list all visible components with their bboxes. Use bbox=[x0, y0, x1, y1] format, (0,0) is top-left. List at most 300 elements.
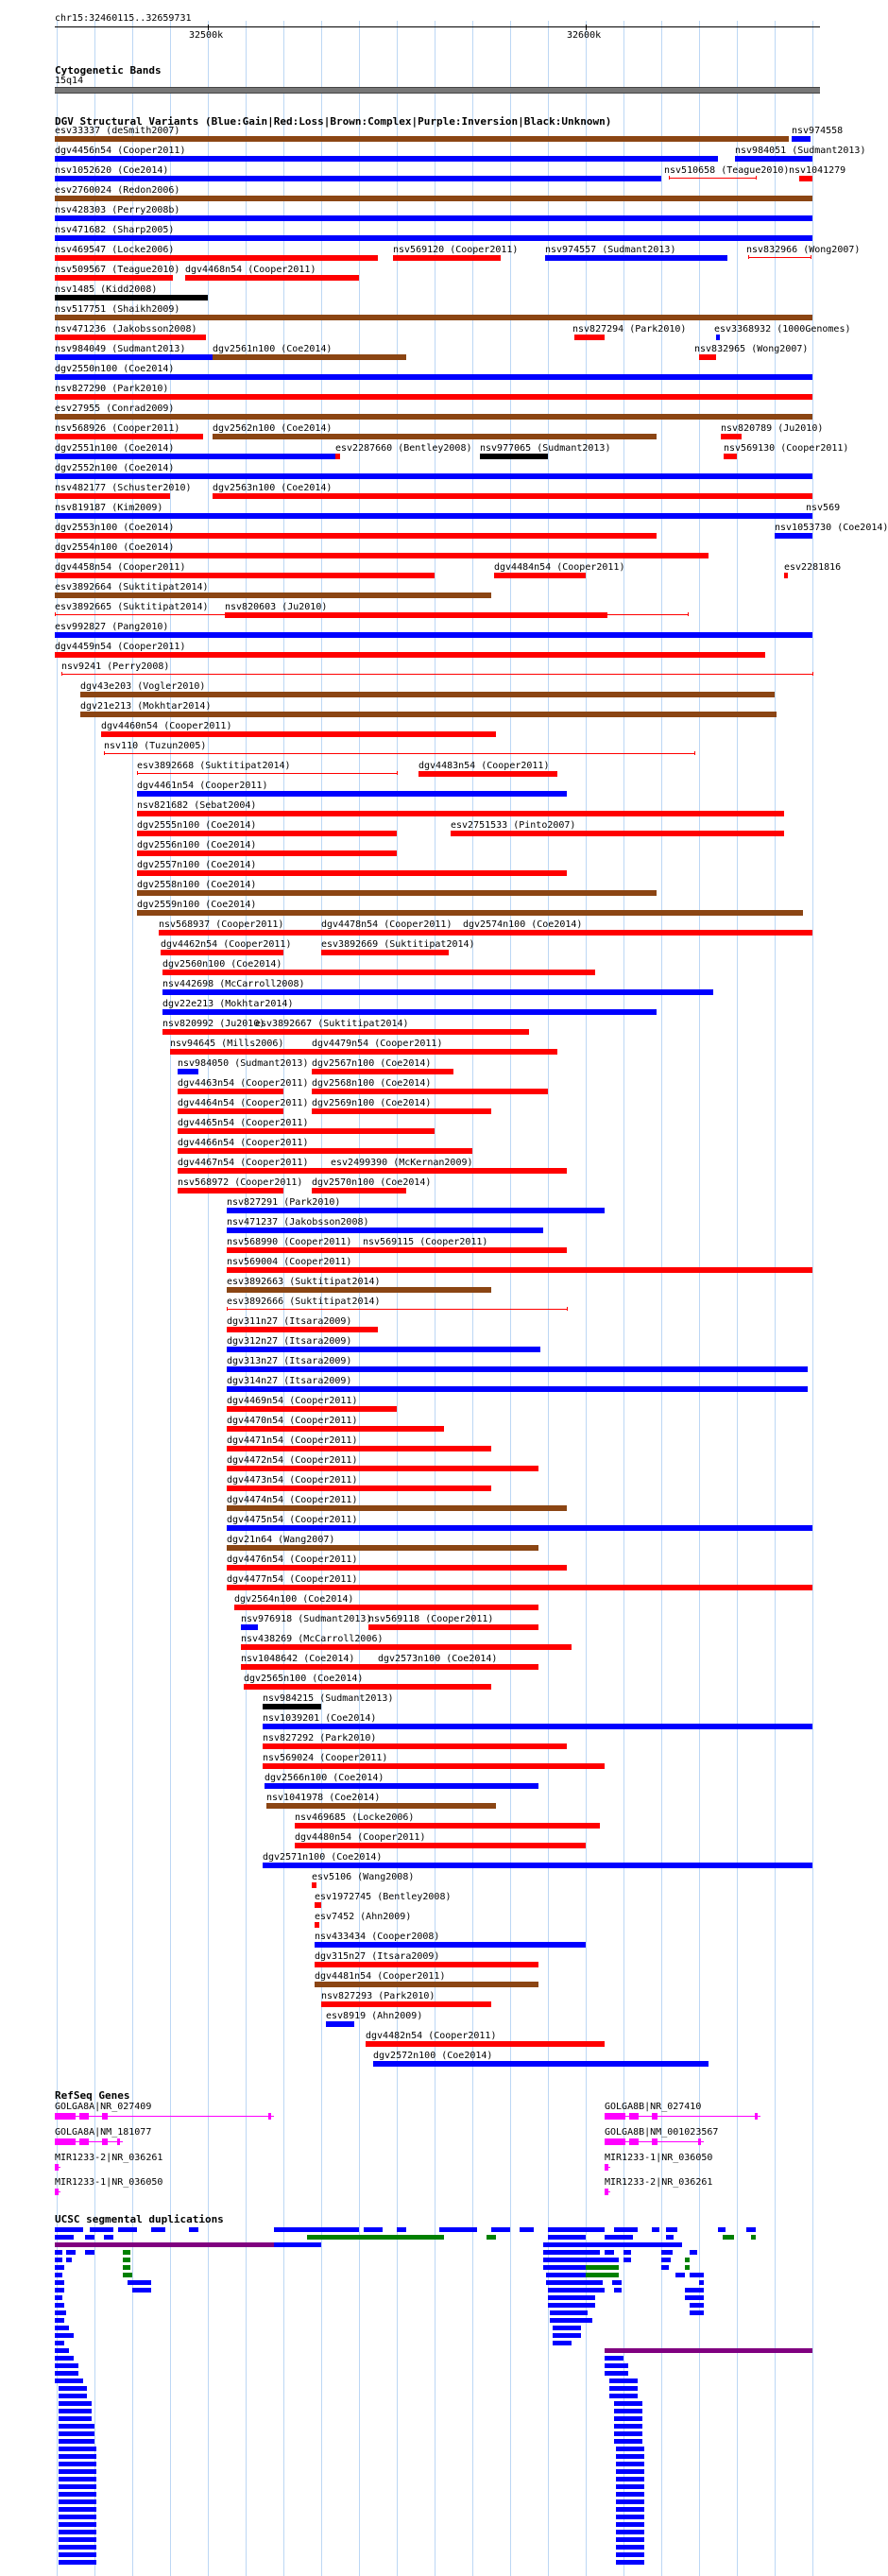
dgv-feature-label[interactable]: dgv2571n100 (Coe2014) bbox=[263, 1852, 383, 1863]
dgv-feature-bar[interactable] bbox=[263, 1863, 812, 1868]
segdup-feature[interactable] bbox=[666, 2235, 674, 2240]
dgv-feature-label[interactable]: dgv4469n54 (Cooper2011) bbox=[227, 1396, 358, 1406]
segdup-feature[interactable] bbox=[59, 2522, 96, 2527]
refseq-gene-label[interactable]: MIR1233-1|NR_036050 bbox=[55, 2177, 163, 2188]
segdup-feature[interactable] bbox=[553, 2326, 581, 2330]
segdup-feature[interactable] bbox=[59, 2394, 87, 2398]
dgv-feature-bar[interactable] bbox=[80, 692, 775, 697]
dgv-feature-bar[interactable] bbox=[263, 1743, 567, 1749]
segdup-feature[interactable] bbox=[151, 2227, 165, 2232]
dgv-feature-label[interactable]: dgv311n27 (Itsara2009) bbox=[227, 1316, 352, 1327]
segdup-feature[interactable] bbox=[605, 2371, 628, 2376]
dgv-feature-label[interactable]: dgv4474n54 (Cooper2011) bbox=[227, 1495, 358, 1505]
dgv-feature-label[interactable]: esv2499390 (McKernan2009) bbox=[331, 1158, 473, 1168]
dgv-feature-bar[interactable] bbox=[80, 712, 777, 717]
dgv-feature-label[interactable]: nsv568937 (Cooper2011) bbox=[159, 919, 284, 930]
segdup-feature[interactable] bbox=[59, 2530, 96, 2534]
dgv-feature-label[interactable]: dgv2561n100 (Coe2014) bbox=[213, 344, 333, 354]
segdup-feature[interactable] bbox=[59, 2409, 92, 2413]
dgv-feature-bar[interactable] bbox=[227, 1386, 808, 1392]
segdup-feature[interactable] bbox=[550, 2310, 588, 2315]
dgv-feature-bar[interactable] bbox=[178, 1148, 472, 1154]
dgv-feature-bar[interactable] bbox=[227, 1406, 397, 1412]
dgv-feature-label[interactable]: esv3892669 (Suktitipat2014) bbox=[321, 939, 475, 950]
dgv-feature-label[interactable]: dgv4477n54 (Cooper2011) bbox=[227, 1574, 358, 1585]
dgv-feature-label[interactable]: dgv2569n100 (Coe2014) bbox=[312, 1098, 432, 1108]
segdup-feature[interactable] bbox=[118, 2227, 137, 2232]
dgv-feature-label[interactable]: dgv2560n100 (Coe2014) bbox=[162, 959, 282, 970]
segdup-feature[interactable] bbox=[59, 2439, 94, 2444]
dgv-feature-bar[interactable] bbox=[227, 1347, 540, 1352]
dgv-feature-label[interactable]: dgv2574n100 (Coe2014) bbox=[463, 919, 583, 930]
dgv-feature-bar[interactable] bbox=[295, 1823, 600, 1829]
dgv-feature-label[interactable]: dgv4481n54 (Cooper2011) bbox=[315, 1971, 446, 1982]
segdup-feature[interactable] bbox=[675, 2273, 685, 2277]
dgv-feature-label[interactable]: dgv2565n100 (Coe2014) bbox=[244, 1674, 364, 1684]
segdup-feature[interactable] bbox=[661, 2250, 673, 2255]
dgv-feature-label[interactable]: esv2287660 (Bentley2008) bbox=[335, 443, 472, 454]
segdup-feature[interactable] bbox=[59, 2492, 96, 2497]
dgv-feature-label[interactable]: dgv2550n100 (Coe2014) bbox=[55, 364, 175, 374]
segdup-feature[interactable] bbox=[491, 2227, 510, 2232]
segdup-feature[interactable] bbox=[59, 2477, 96, 2482]
segdup-feature[interactable] bbox=[614, 2288, 622, 2293]
segdup-feature[interactable] bbox=[616, 2545, 644, 2550]
dgv-feature-label[interactable]: nsv1041279 bbox=[789, 165, 846, 176]
segdup-feature[interactable] bbox=[543, 2250, 600, 2255]
segdup-feature[interactable] bbox=[616, 2499, 644, 2504]
segdup-feature[interactable] bbox=[616, 2560, 644, 2565]
segdup-feature[interactable] bbox=[123, 2265, 130, 2270]
dgv-feature-bar[interactable] bbox=[161, 950, 283, 955]
dgv-feature-label[interactable]: dgv2563n100 (Coe2014) bbox=[213, 483, 333, 493]
dgv-feature-label[interactable]: dgv2556n100 (Coe2014) bbox=[137, 840, 257, 850]
dgv-feature-bar[interactable] bbox=[378, 1664, 538, 1670]
dgv-feature-bar[interactable] bbox=[241, 1624, 258, 1630]
dgv-feature-label[interactable]: esv992827 (Pang2010) bbox=[55, 622, 169, 632]
segdup-feature[interactable] bbox=[543, 2265, 590, 2270]
segdup-feature[interactable] bbox=[685, 2288, 704, 2293]
dgv-feature-bar[interactable] bbox=[315, 1982, 538, 1987]
dgv-feature-bar[interactable] bbox=[137, 870, 567, 876]
segdup-feature[interactable] bbox=[605, 2258, 614, 2262]
dgv-feature-label[interactable]: nsv438269 (McCarroll2006) bbox=[241, 1634, 384, 1644]
segdup-feature[interactable] bbox=[59, 2386, 87, 2391]
dgv-feature-label[interactable]: dgv4470n54 (Cooper2011) bbox=[227, 1416, 358, 1426]
segdup-feature[interactable] bbox=[616, 2462, 644, 2466]
segdup-feature[interactable] bbox=[55, 2341, 64, 2345]
segdup-feature[interactable] bbox=[397, 2227, 406, 2232]
dgv-feature-label[interactable]: nsv469547 (Locke2006) bbox=[55, 245, 175, 255]
dgv-feature-label[interactable]: dgv2572n100 (Coe2014) bbox=[373, 2051, 493, 2061]
segdup-feature[interactable] bbox=[548, 2227, 605, 2232]
dgv-feature-label[interactable]: nsv442698 (McCarroll2008) bbox=[162, 979, 305, 989]
segdup-feature[interactable] bbox=[55, 2326, 69, 2330]
dgv-feature-label[interactable]: dgv22e213 (Mokhtar2014) bbox=[162, 999, 294, 1009]
dgv-feature-label[interactable]: dgv4484n54 (Cooper2011) bbox=[494, 562, 625, 573]
segdup-feature[interactable] bbox=[274, 2227, 359, 2232]
dgv-feature-bar[interactable] bbox=[162, 970, 595, 975]
segdup-feature[interactable] bbox=[614, 2416, 642, 2421]
dgv-feature-bar[interactable] bbox=[463, 930, 812, 936]
segdup-feature[interactable] bbox=[59, 2515, 96, 2519]
dgv-feature-label[interactable]: nsv510658 (Teague2010) bbox=[664, 165, 790, 176]
dgv-feature-label[interactable]: nsv1053730 (Coe2014) bbox=[775, 523, 888, 533]
dgv-feature-bar[interactable] bbox=[545, 255, 727, 261]
dgv-feature-bar[interactable] bbox=[55, 275, 173, 281]
dgv-feature-label[interactable]: dgv2570n100 (Coe2014) bbox=[312, 1177, 432, 1188]
segdup-feature[interactable] bbox=[123, 2273, 132, 2277]
segdup-feature[interactable] bbox=[59, 2545, 96, 2550]
segdup-feature[interactable] bbox=[616, 2530, 644, 2534]
segdup-feature[interactable] bbox=[59, 2560, 96, 2565]
dgv-feature-label[interactable]: dgv4460n54 (Cooper2011) bbox=[101, 721, 232, 731]
dgv-feature-label[interactable]: nsv827293 (Park2010) bbox=[321, 1991, 435, 2001]
segdup-feature[interactable] bbox=[55, 2288, 64, 2293]
dgv-feature-bar[interactable] bbox=[55, 513, 812, 519]
segdup-feature[interactable] bbox=[520, 2227, 534, 2232]
dgv-feature-bar[interactable] bbox=[227, 1208, 605, 1213]
dgv-feature-label[interactable]: esv2281816 bbox=[784, 562, 842, 573]
segdup-feature[interactable] bbox=[548, 2288, 605, 2293]
dgv-feature-label[interactable]: esv7452 (Ahn2009) bbox=[315, 1912, 412, 1922]
dgv-feature-bar[interactable] bbox=[315, 1962, 538, 1967]
refseq-exon[interactable] bbox=[102, 2138, 108, 2145]
dgv-feature-bar[interactable] bbox=[55, 176, 661, 181]
segdup-feature[interactable] bbox=[55, 2371, 78, 2376]
dgv-feature-bar[interactable] bbox=[227, 1287, 491, 1293]
dgv-feature-bar[interactable] bbox=[213, 434, 657, 439]
dgv-feature-label[interactable]: esv3368932 (1000Genomes) bbox=[714, 324, 851, 335]
segdup-feature[interactable] bbox=[690, 2250, 697, 2255]
segdup-feature[interactable] bbox=[548, 2295, 595, 2300]
dgv-feature-label[interactable]: nsv820789 (Ju2010) bbox=[721, 423, 824, 434]
segdup-feature[interactable] bbox=[128, 2280, 151, 2285]
dgv-feature-label[interactable]: nsv568972 (Cooper2011) bbox=[178, 1177, 303, 1188]
dgv-feature-label[interactable]: dgv2559n100 (Coe2014) bbox=[137, 900, 257, 910]
refseq-exon[interactable] bbox=[55, 2189, 59, 2195]
segdup-feature[interactable] bbox=[661, 2265, 669, 2270]
segdup-feature[interactable] bbox=[685, 2295, 704, 2300]
segdup-feature[interactable] bbox=[59, 2537, 96, 2542]
dgv-feature-label[interactable]: nsv471237 (Jakobsson2008) bbox=[227, 1217, 369, 1228]
dgv-feature-bar[interactable] bbox=[669, 178, 756, 179]
segdup-feature[interactable] bbox=[690, 2273, 704, 2277]
dgv-feature-bar[interactable] bbox=[315, 1942, 586, 1948]
segdup-feature[interactable] bbox=[671, 2242, 682, 2247]
dgv-feature-label[interactable]: nsv433434 (Cooper2008) bbox=[315, 1932, 440, 1942]
dgv-feature-bar[interactable] bbox=[55, 335, 206, 340]
segdup-feature[interactable] bbox=[616, 2507, 644, 2512]
segdup-feature[interactable] bbox=[59, 2507, 96, 2512]
dgv-feature-bar[interactable] bbox=[227, 1228, 543, 1233]
segdup-feature[interactable] bbox=[59, 2462, 96, 2466]
dgv-feature-bar[interactable] bbox=[213, 354, 406, 360]
segdup-feature[interactable] bbox=[548, 2235, 586, 2240]
segdup-feature[interactable] bbox=[546, 2280, 603, 2285]
dgv-feature-label[interactable]: esv2751533 (Pinto2007) bbox=[451, 820, 576, 831]
refseq-exon[interactable] bbox=[698, 2138, 701, 2145]
dgv-feature-bar[interactable] bbox=[312, 1108, 491, 1114]
dgv-feature-label[interactable]: esv3892663 (Suktitipat2014) bbox=[227, 1277, 381, 1287]
dgv-feature-bar[interactable] bbox=[55, 215, 812, 221]
dgv-feature-bar[interactable] bbox=[55, 295, 208, 301]
dgv-feature-bar[interactable] bbox=[784, 573, 788, 578]
dgv-feature-bar[interactable] bbox=[373, 2061, 709, 2067]
segdup-feature[interactable] bbox=[666, 2227, 677, 2232]
dgv-feature-bar[interactable] bbox=[227, 1309, 567, 1310]
dgv-feature-label[interactable]: nsv977065 (Sudmant2013) bbox=[480, 443, 611, 454]
refseq-gene-label[interactable]: GOLGA8A|NM_181077 bbox=[55, 2127, 152, 2138]
refseq-exon[interactable] bbox=[605, 2189, 608, 2195]
dgv-feature-bar[interactable] bbox=[227, 1585, 812, 1590]
dgv-feature-bar[interactable] bbox=[265, 1783, 538, 1789]
dgv-feature-bar[interactable] bbox=[185, 275, 359, 281]
dgv-feature-label[interactable]: nsv821682 (Sebat2004) bbox=[137, 800, 257, 811]
dgv-feature-label[interactable]: dgv4458n54 (Cooper2011) bbox=[55, 562, 186, 573]
dgv-feature-bar[interactable] bbox=[335, 454, 340, 459]
dgv-feature-bar[interactable] bbox=[799, 176, 812, 181]
segdup-feature[interactable] bbox=[553, 2341, 572, 2345]
dgv-feature-bar[interactable] bbox=[775, 533, 812, 539]
segdup-feature[interactable] bbox=[55, 2333, 74, 2338]
dgv-feature-label[interactable]: nsv569130 (Cooper2011) bbox=[724, 443, 849, 454]
segdup-feature[interactable] bbox=[685, 2265, 690, 2270]
segdup-feature[interactable] bbox=[55, 2310, 66, 2315]
dgv-feature-label[interactable]: dgv4483n54 (Cooper2011) bbox=[418, 761, 550, 771]
segdup-feature[interactable] bbox=[439, 2227, 477, 2232]
dgv-feature-bar[interactable] bbox=[227, 1466, 538, 1471]
segdup-feature[interactable] bbox=[59, 2431, 94, 2436]
dgv-feature-bar[interactable] bbox=[55, 394, 812, 400]
dgv-feature-label[interactable]: dgv4463n54 (Cooper2011) bbox=[178, 1078, 309, 1089]
dgv-feature-label[interactable]: dgv2564n100 (Coe2014) bbox=[234, 1594, 354, 1605]
dgv-feature-label[interactable]: nsv509567 (Teague2010) bbox=[55, 265, 180, 275]
dgv-feature-bar[interactable] bbox=[55, 315, 812, 320]
dgv-feature-bar[interactable] bbox=[368, 1624, 538, 1630]
dgv-feature-bar[interactable] bbox=[735, 156, 812, 162]
segdup-feature[interactable] bbox=[55, 2242, 274, 2247]
dgv-feature-bar[interactable] bbox=[312, 1188, 406, 1194]
dgv-feature-bar[interactable] bbox=[321, 950, 449, 955]
segdup-feature[interactable] bbox=[609, 2394, 638, 2398]
segdup-feature[interactable] bbox=[59, 2484, 96, 2489]
dgv-feature-label[interactable]: dgv4467n54 (Cooper2011) bbox=[178, 1158, 309, 1168]
dgv-feature-bar[interactable] bbox=[227, 1505, 567, 1511]
dgv-feature-bar[interactable] bbox=[178, 1089, 283, 1094]
dgv-feature-bar[interactable] bbox=[244, 1684, 491, 1690]
dgv-feature-label[interactable]: nsv94645 (Mills2006) bbox=[170, 1039, 284, 1049]
segdup-feature[interactable] bbox=[616, 2515, 644, 2519]
dgv-feature-bar[interactable] bbox=[55, 553, 709, 558]
segdup-feature[interactable] bbox=[548, 2303, 595, 2308]
dgv-feature-bar[interactable] bbox=[263, 1724, 812, 1729]
dgv-feature-label[interactable]: esv3892665 (Suktitipat2014) bbox=[55, 602, 209, 612]
segdup-feature[interactable] bbox=[132, 2288, 151, 2293]
dgv-feature-bar[interactable] bbox=[178, 1188, 283, 1194]
dgv-feature-label[interactable]: nsv832965 (Wong2007) bbox=[694, 344, 809, 354]
dgv-feature-label[interactable]: dgv2567n100 (Coe2014) bbox=[312, 1058, 432, 1069]
dgv-feature-label[interactable]: esv1972745 (Bentley2008) bbox=[315, 1892, 452, 1902]
dgv-feature-bar[interactable] bbox=[716, 335, 720, 340]
segdup-feature[interactable] bbox=[605, 2250, 614, 2255]
dgv-feature-label[interactable]: dgv4473n54 (Cooper2011) bbox=[227, 1475, 358, 1485]
dgv-feature-bar[interactable] bbox=[55, 493, 170, 499]
dgv-feature-label[interactable]: dgv312n27 (Itsara2009) bbox=[227, 1336, 352, 1347]
dgv-feature-label[interactable]: dgv2558n100 (Coe2014) bbox=[137, 880, 257, 890]
dgv-feature-label[interactable]: dgv2553n100 (Coe2014) bbox=[55, 523, 175, 533]
segdup-feature[interactable] bbox=[55, 2363, 78, 2368]
dgv-feature-bar[interactable] bbox=[55, 196, 812, 201]
dgv-feature-bar[interactable] bbox=[104, 753, 694, 754]
refseq-exon[interactable] bbox=[55, 2164, 59, 2171]
dgv-feature-bar[interactable] bbox=[227, 1327, 378, 1332]
segdup-feature[interactable] bbox=[104, 2235, 113, 2240]
dgv-feature-bar[interactable] bbox=[699, 354, 716, 360]
segdup-feature[interactable] bbox=[614, 2409, 642, 2413]
dgv-feature-bar[interactable] bbox=[494, 573, 586, 578]
segdup-feature[interactable] bbox=[55, 2356, 74, 2361]
refseq-exon[interactable] bbox=[268, 2113, 271, 2120]
segdup-feature[interactable] bbox=[586, 2265, 619, 2270]
dgv-feature-label[interactable]: dgv4479n54 (Cooper2011) bbox=[312, 1039, 443, 1049]
segdup-feature[interactable] bbox=[55, 2227, 83, 2232]
dgv-feature-label[interactable]: nsv820992 (Ju2010) bbox=[162, 1019, 265, 1029]
dgv-feature-bar[interactable] bbox=[55, 434, 203, 439]
dgv-feature-bar[interactable] bbox=[792, 136, 811, 142]
dgv-feature-bar[interactable] bbox=[574, 335, 605, 340]
segdup-feature[interactable] bbox=[59, 2499, 96, 2504]
refseq-gene-label[interactable]: MIR1233-2|NR_036261 bbox=[55, 2153, 163, 2163]
dgv-feature-bar[interactable] bbox=[61, 674, 812, 675]
refseq-exon[interactable] bbox=[79, 2113, 89, 2120]
segdup-feature[interactable] bbox=[616, 2492, 644, 2497]
dgv-feature-bar[interactable] bbox=[55, 473, 812, 479]
dgv-feature-bar[interactable] bbox=[227, 1545, 538, 1551]
segdup-feature[interactable] bbox=[605, 2356, 623, 2361]
dgv-feature-label[interactable]: nsv984051 (Sudmant2013) bbox=[735, 146, 866, 156]
dgv-feature-label[interactable]: nsv482177 (Schuster2010) bbox=[55, 483, 192, 493]
dgv-feature-label[interactable]: nsv1048642 (Coe2014) bbox=[241, 1654, 355, 1664]
segdup-feature[interactable] bbox=[90, 2227, 113, 2232]
dgv-feature-label[interactable]: dgv4472n54 (Cooper2011) bbox=[227, 1455, 358, 1466]
refseq-exon[interactable] bbox=[629, 2138, 639, 2145]
dgv-feature-bar[interactable] bbox=[162, 989, 713, 995]
dgv-feature-label[interactable]: dgv2551n100 (Coe2014) bbox=[55, 443, 175, 454]
dgv-feature-label[interactable]: esv3892666 (Suktitipat2014) bbox=[227, 1297, 381, 1307]
dgv-feature-bar[interactable] bbox=[266, 1803, 496, 1809]
dgv-feature-bar[interactable] bbox=[227, 1366, 808, 1372]
dgv-feature-label[interactable]: nsv568926 (Cooper2011) bbox=[55, 423, 180, 434]
dgv-feature-label[interactable]: esv5106 (Wang2008) bbox=[312, 1872, 415, 1882]
segdup-feature[interactable] bbox=[59, 2447, 96, 2451]
dgv-feature-label[interactable]: dgv4459n54 (Cooper2011) bbox=[55, 642, 186, 652]
dgv-feature-label[interactable]: nsv820603 (Ju2010) bbox=[225, 602, 328, 612]
dgv-feature-label[interactable]: nsv569118 (Cooper2011) bbox=[368, 1614, 494, 1624]
segdup-feature[interactable] bbox=[616, 2477, 644, 2482]
dgv-feature-bar[interactable] bbox=[178, 1108, 283, 1114]
dgv-feature-label[interactable]: esv27955 (Conrad2009) bbox=[55, 404, 175, 414]
segdup-feature[interactable] bbox=[652, 2227, 659, 2232]
dgv-feature-label[interactable]: dgv4461n54 (Cooper2011) bbox=[137, 781, 268, 791]
dgv-feature-bar[interactable] bbox=[451, 831, 784, 836]
dgv-feature-bar[interactable] bbox=[312, 1089, 548, 1094]
dgv-feature-label[interactable]: nsv1052620 (Coe2014) bbox=[55, 165, 169, 176]
cytoband-bar[interactable] bbox=[55, 87, 820, 94]
refseq-exon[interactable] bbox=[102, 2113, 108, 2120]
dgv-feature-bar[interactable] bbox=[227, 1267, 812, 1273]
dgv-feature-bar[interactable] bbox=[55, 235, 812, 241]
segdup-feature[interactable] bbox=[364, 2227, 383, 2232]
segdup-feature[interactable] bbox=[62, 2235, 74, 2240]
segdup-feature[interactable] bbox=[55, 2379, 83, 2383]
dgv-feature-bar[interactable] bbox=[55, 592, 491, 598]
dgv-feature-bar[interactable] bbox=[321, 2001, 491, 2007]
dgv-feature-label[interactable]: dgv2568n100 (Coe2014) bbox=[312, 1078, 432, 1089]
segdup-feature[interactable] bbox=[605, 2242, 642, 2247]
segdup-feature[interactable] bbox=[59, 2454, 96, 2459]
dgv-feature-bar[interactable] bbox=[137, 773, 397, 774]
dgv-feature-bar[interactable] bbox=[162, 1009, 657, 1015]
segdup-feature[interactable] bbox=[616, 2447, 644, 2451]
segdup-feature[interactable] bbox=[605, 2363, 628, 2368]
dgv-feature-label[interactable]: nsv517751 (Shaikh2009) bbox=[55, 304, 180, 315]
dgv-feature-bar[interactable] bbox=[255, 1029, 416, 1035]
refseq-exon[interactable] bbox=[79, 2138, 89, 2145]
dgv-feature-bar[interactable] bbox=[326, 2021, 354, 2027]
refseq-exon[interactable] bbox=[55, 2113, 76, 2120]
dgv-feature-label[interactable]: nsv827294 (Park2010) bbox=[572, 324, 687, 335]
dgv-feature-label[interactable]: dgv2566n100 (Coe2014) bbox=[265, 1773, 384, 1783]
segdup-feature[interactable] bbox=[616, 2552, 644, 2557]
segdup-feature[interactable] bbox=[59, 2552, 96, 2557]
dgv-feature-label[interactable]: dgv2562n100 (Coe2014) bbox=[213, 423, 333, 434]
segdup-feature[interactable] bbox=[616, 2522, 644, 2527]
dgv-feature-bar[interactable] bbox=[227, 1426, 444, 1432]
segdup-feature[interactable] bbox=[623, 2258, 631, 2262]
segdup-feature[interactable] bbox=[55, 2265, 64, 2270]
dgv-feature-bar[interactable] bbox=[315, 1902, 321, 1908]
dgv-feature-bar[interactable] bbox=[225, 612, 607, 618]
segdup-feature[interactable] bbox=[723, 2235, 734, 2240]
segdup-feature[interactable] bbox=[612, 2280, 622, 2285]
dgv-feature-bar[interactable] bbox=[806, 513, 812, 519]
dgv-feature-label[interactable]: dgv4478n54 (Cooper2011) bbox=[321, 919, 453, 930]
segdup-feature[interactable] bbox=[690, 2310, 704, 2315]
refseq-gene-label[interactable]: GOLGA8B|NM_001023567 bbox=[605, 2127, 719, 2138]
dgv-feature-bar[interactable] bbox=[137, 811, 784, 816]
dgv-feature-bar[interactable] bbox=[137, 910, 803, 916]
segdup-feature[interactable] bbox=[85, 2235, 94, 2240]
refseq-exon[interactable] bbox=[605, 2164, 608, 2171]
segdup-feature[interactable] bbox=[59, 2401, 92, 2406]
dgv-feature-label[interactable]: esv3892664 (Suktitipat2014) bbox=[55, 582, 209, 592]
dgv-feature-bar[interactable] bbox=[227, 1485, 491, 1491]
segdup-feature[interactable] bbox=[85, 2250, 94, 2255]
dgv-feature-label[interactable]: nsv428303 (Perry2008b) bbox=[55, 205, 180, 215]
segdup-feature[interactable] bbox=[616, 2484, 644, 2489]
dgv-feature-bar[interactable] bbox=[263, 1763, 605, 1769]
dgv-feature-bar[interactable] bbox=[312, 1882, 316, 1888]
dgv-feature-label[interactable]: esv3892668 (Suktitipat2014) bbox=[137, 761, 291, 771]
dgv-feature-bar[interactable] bbox=[137, 791, 567, 797]
segdup-feature[interactable] bbox=[550, 2318, 592, 2323]
dgv-feature-bar[interactable] bbox=[55, 374, 812, 380]
dgv-feature-label[interactable]: esv8919 (Ahn2009) bbox=[326, 2011, 423, 2021]
segdup-feature[interactable] bbox=[55, 2318, 64, 2323]
dgv-feature-label[interactable]: dgv315n27 (Itsara2009) bbox=[315, 1951, 440, 1962]
dgv-feature-label[interactable]: esv2760024 (Redon2006) bbox=[55, 185, 180, 196]
